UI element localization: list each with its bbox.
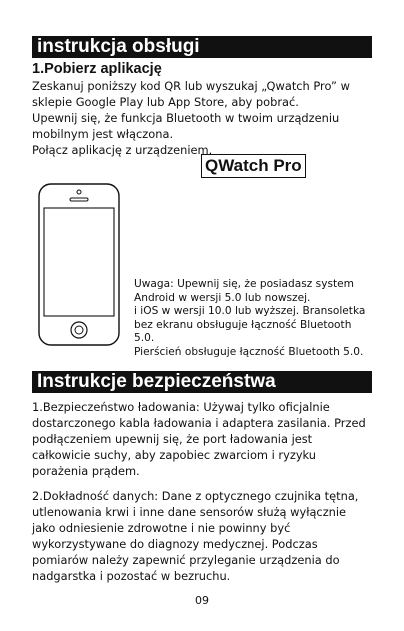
note-line: bez ekranu obsługuje łączność Bluetooth [134,318,352,331]
paragraph-line: utlenowania krwi i inne dane sensorów służą wyłącznie [32,505,347,519]
requirements-note [134,278,379,360]
note-line: Pierścień obsługuje łączność Bluetooth 5.0. [134,345,364,358]
paragraph-line: porażenia prądem. [32,464,140,478]
intro-line: sklepie Google Play lub App Store, aby pobrać. [32,95,299,109]
app-name-label: QWatch Pro [201,154,306,178]
safety-data-accuracy-paragraph [32,488,377,584]
intro-line: Połącz aplikację z urządzeniem. [32,143,213,157]
intro-line: Zeskanuj poniższy kod QR lub wyszukaj „Qwatch Pro” w [32,79,350,93]
intro-line: mobilnym jest włączona. [32,127,174,141]
paragraph-line: wykorzystywane do diagnozy medycznej. Podczas [32,537,318,551]
page-number: 09 [195,594,209,607]
note-line: Android w wersji 5.0 lub nowszej. [134,291,311,304]
intro-line: Upewnij się, że funkcja Bluetooth w twoim urządzeniu [32,111,340,125]
paragraph-line: dostarczonego kabla ładowania i adaptera zasilania. Przed [32,416,366,430]
phone-illustration-icon [38,183,120,346]
paragraph-line: 2.Dokładność danych: Dane z optycznego czujnika tętna, [32,489,359,503]
paragraph-line: całkowicie suchy, aby zapobiec zwarciom i ryzyku [32,448,317,462]
section-banner-safety: Instrukcje bezpieczeństwa [32,371,372,393]
section-banner-instructions: instrukcja obsługi [32,36,372,58]
paragraph-line: jako odniesienie zdrowotne i nie powinny być [32,521,291,535]
note-line: Uwaga: Upewnij się, że posiadasz system [134,278,354,290]
safety-charging-paragraph [32,399,377,479]
intro-paragraph [32,78,377,158]
paragraph-line: podłączeniem upewnij się, że port ładowania jest [32,432,313,446]
note-line: i iOS w wersji 10.0 lub wyższej. Bransoletka [134,305,366,318]
paragraph-line: 1.Bezpieczeństwo ładowania: Używaj tylko oficjalnie [32,400,330,414]
heading-download-app: 1.Pobierz aplikację [32,61,162,77]
note-line: 5.0. [134,332,155,345]
paragraph-line: nadgarstka i pozostać w bezruchu. [32,569,231,583]
paragraph-line: pomiarów należy zapewnić przyleganie urządzenia do [32,553,340,567]
